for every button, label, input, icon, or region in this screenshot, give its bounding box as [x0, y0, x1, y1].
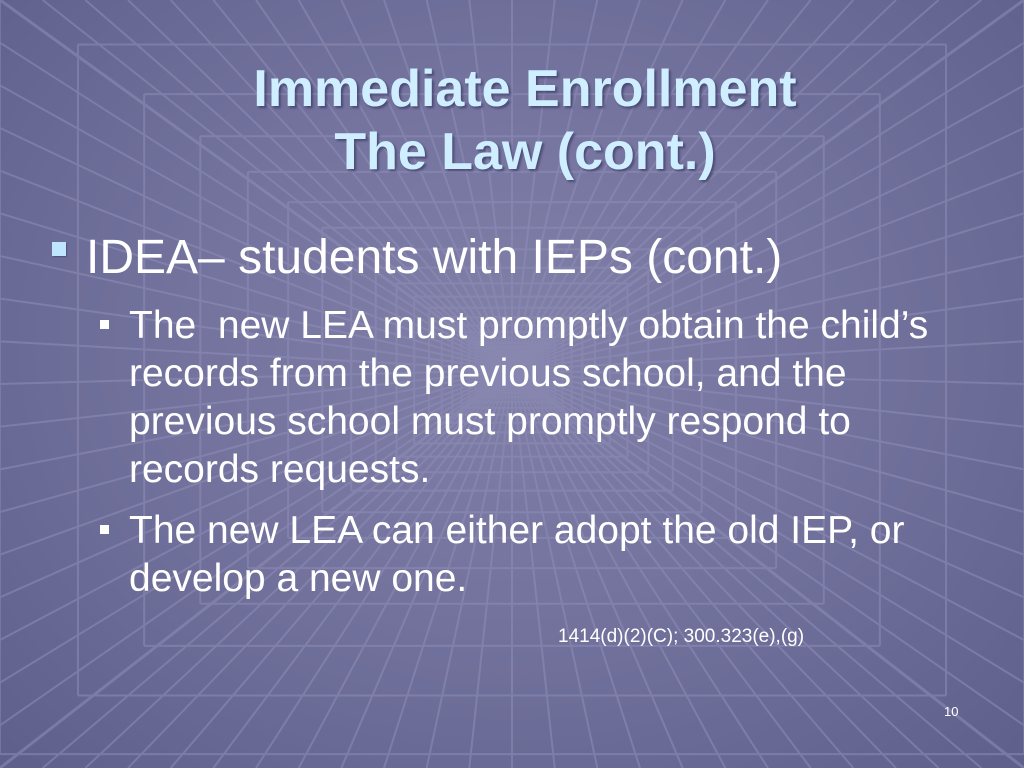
- legal-citation: 1414(d)(2)(C); 300.323(e),(g): [558, 626, 805, 647]
- sub-bullet-item-2: [100, 507, 980, 603]
- square-bullet-icon: [100, 525, 109, 534]
- square-bullet-icon: [100, 320, 109, 329]
- square-bullet-icon: [52, 242, 66, 256]
- sub-bullet-text-2: The new LEA can either adopt the old IEP, or develop a new one.: [129, 509, 916, 600]
- slide-title: [0, 58, 1024, 184]
- sub-bullet-item-1: [100, 302, 980, 494]
- slide-number: 10: [944, 704, 959, 719]
- title-line-2: The Law (cont.): [334, 123, 716, 181]
- sub-bullet-text-1: The new LEA must promptly obtain the child’s records from the previous school, and the previous school must promptly respond to records requests.: [129, 304, 940, 491]
- main-bullet-text: IDEA– students with IEPs (cont.): [86, 231, 783, 284]
- title-line-1: Immediate Enrollment: [253, 60, 797, 118]
